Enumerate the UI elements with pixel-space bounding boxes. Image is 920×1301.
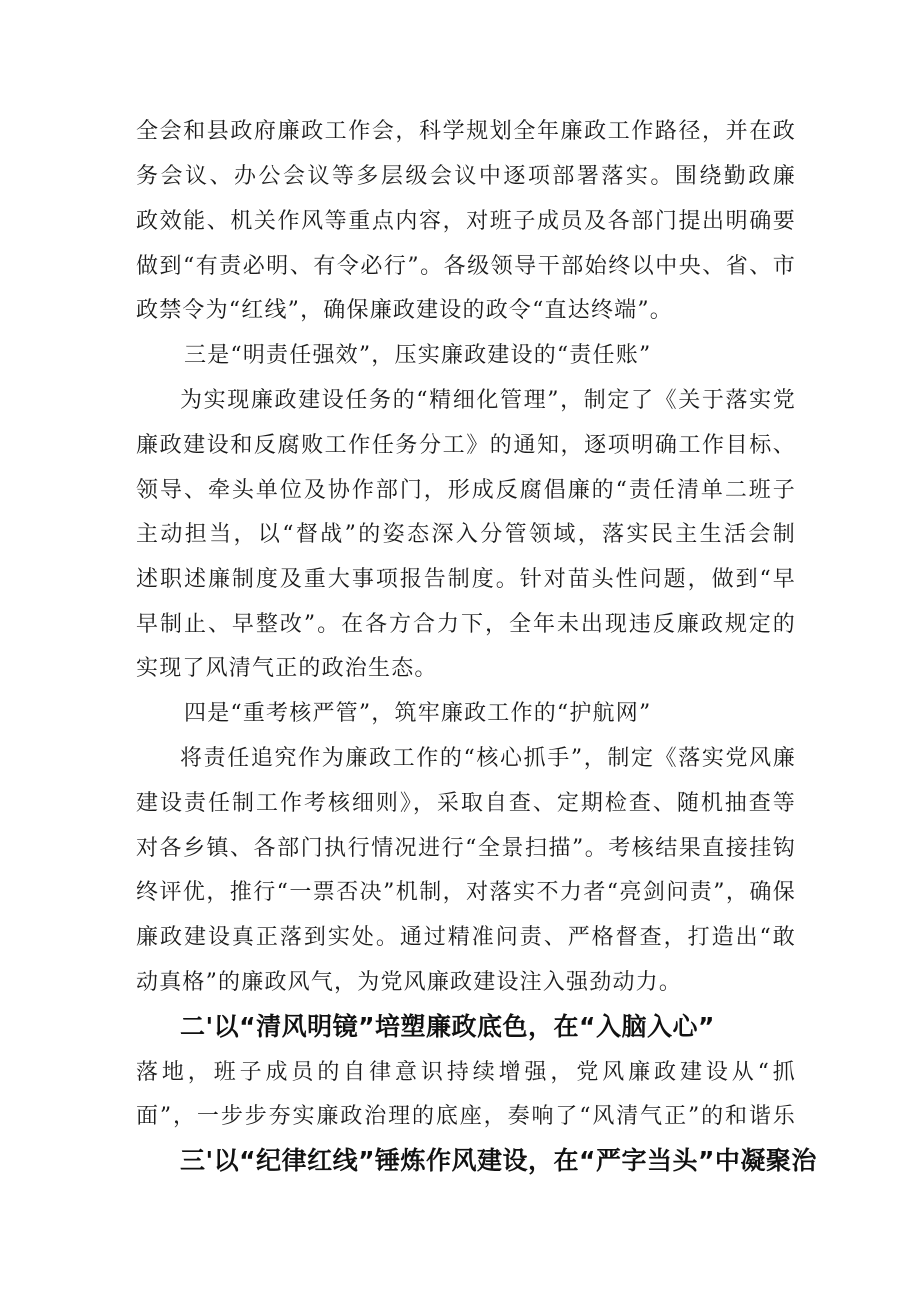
- section-heading: 二'以“清风明镜”培塑廉政底色，在“入脑入心”: [180, 1012, 715, 1041]
- body-text-line: 政效能、机关作风等重点内容，对班子成员及各部门提出明确要: [136, 209, 796, 234]
- body-text-line: 早制止、早整改”。在各方合力下，全年未出现违反廉政规定的: [136, 612, 796, 637]
- body-text-line: 落地，班子成员的自律意识持续增强，党风廉政建设从“抓: [136, 1060, 796, 1085]
- body-text-line: 全会和县政府廉政工作会，科学规划全年廉政工作路径，并在政: [136, 119, 796, 144]
- body-text-line: 主动担当，以“督战”的姿态深入分管领域，落实民主生活会制: [136, 522, 796, 547]
- body-text-line: 述职述廉制度及重大事项报告制度。针对苗头性问题，做到“早: [136, 567, 796, 592]
- body-text-line: 领导、牵头单位及协作部门，形成反腐倡廉的“责任清单二班子: [136, 478, 796, 503]
- body-text-line: 建设责任制工作考核细则》，采取自查、定期检查、随机抽查等: [136, 791, 796, 816]
- body-text-line: 将责任追究作为廉政工作的“核心抓手”，制定《落实党风廉: [180, 746, 796, 771]
- body-text-line: 政禁令为“红线”，确保廉政建设的政令“直达终端”。: [136, 298, 673, 323]
- subsection-heading: 三是“明责任强效”，压实廉政建设的“责任账”: [184, 343, 652, 368]
- section-heading: 三'以“纪律红线”锤炼作风建设，在“严字当头”中凝聚治: [180, 1146, 817, 1175]
- body-text-line: 实现了风清气正的政治生态。: [136, 656, 438, 681]
- body-text-line: 面”，一步步夯实廉政治理的底座，奏响了“风清气正”的和谐乐: [136, 1104, 796, 1129]
- body-text-line: 为实现廉政建设任务的“精细化管理”，制定了《关于落实党: [180, 388, 796, 413]
- body-text-line: 终评优，推行“一票否决”机制，对落实不力者“亮剑问责”，确保: [136, 880, 796, 905]
- body-text-line: 对各乡镇、各部门执行情况进行“全景扫描”。考核结果直接挂钩: [136, 836, 796, 861]
- body-text-line: 做到“有责必明、有令必行”。各级领导干部始终以中央、省、市: [136, 254, 796, 279]
- body-text-line: 廉政建设真正落到实处。通过精准问责、严格督查，打造出“敢: [136, 925, 796, 950]
- subsection-heading: 四是“重考核严管”，筑牢廉政工作的“护航网”: [184, 701, 652, 726]
- body-text-line: 廉政建设和反腐败工作任务分工》的通知，逐项明确工作目标、: [136, 433, 796, 458]
- body-text-line: 动真格”的廉政风气，为党风廉政建设注入强劲动力。: [136, 970, 683, 995]
- body-text-line: 务会议、办公会议等多层级会议中逐项部署落实。围绕勤政廉: [136, 164, 796, 189]
